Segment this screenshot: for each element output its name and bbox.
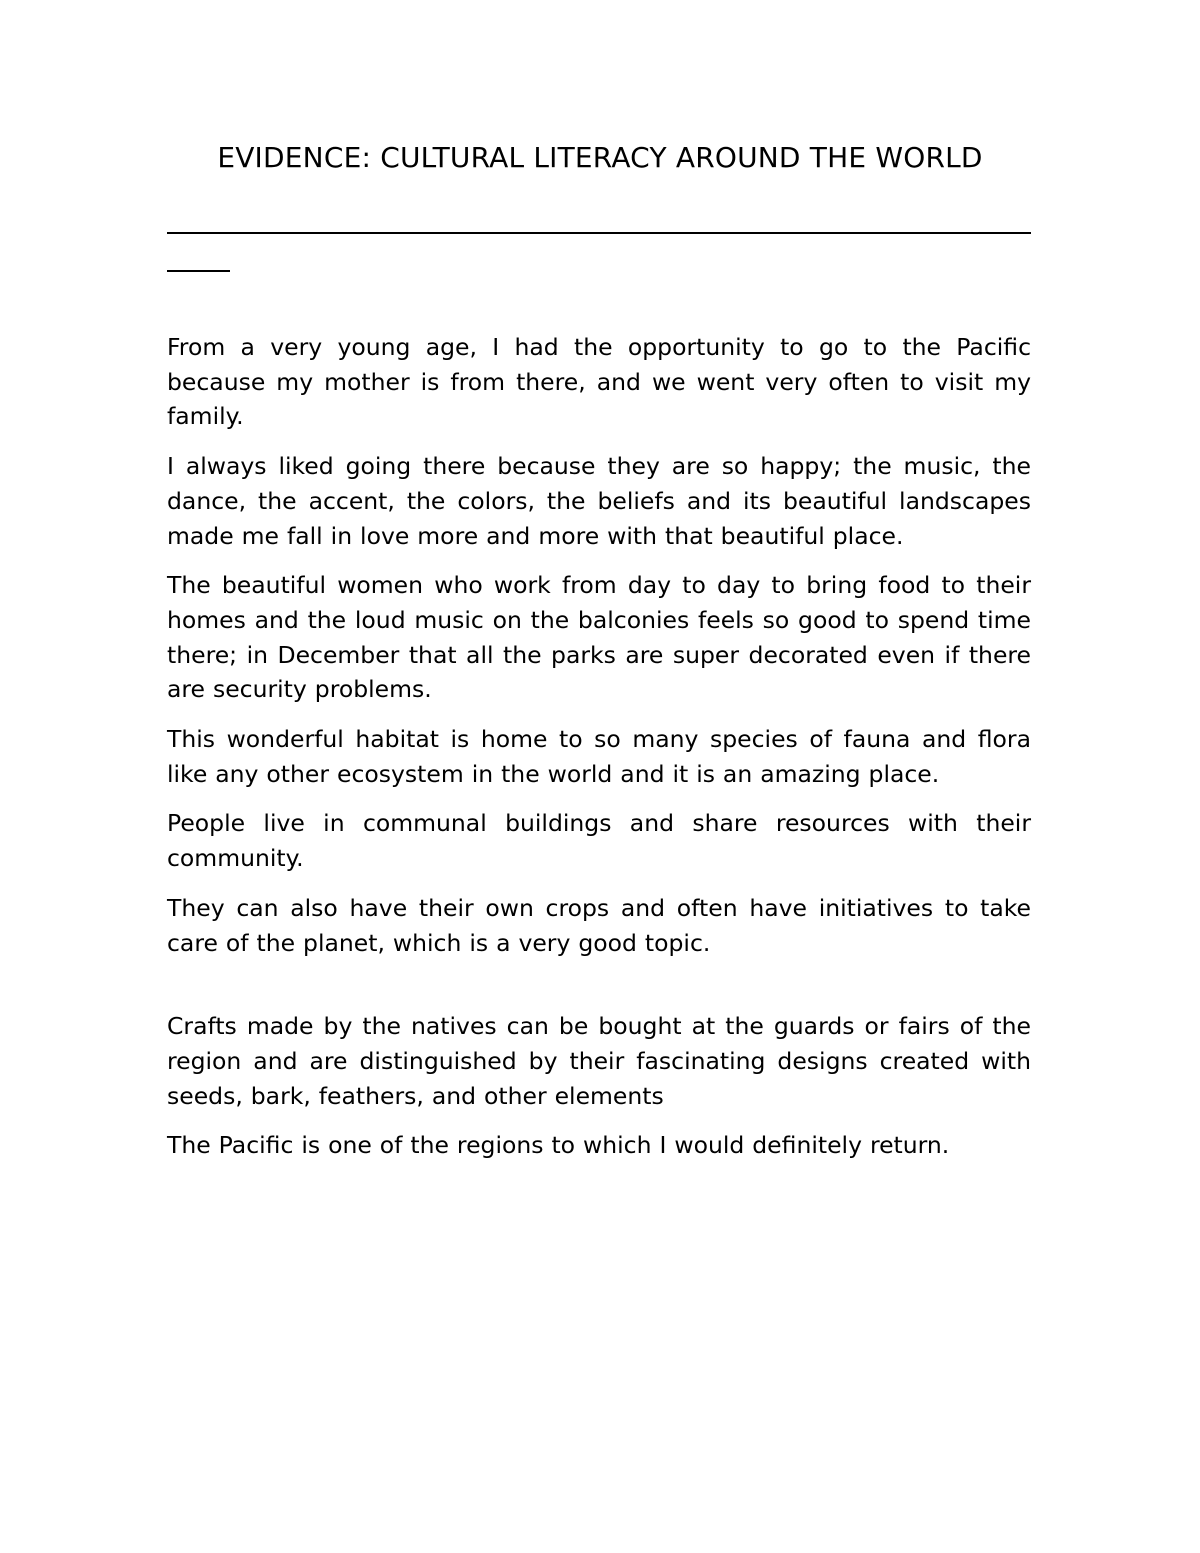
paragraph-childhood-visits: From a very young age, I had the opportunity to go to the Pacific because my mother is from there, and we went very often to visit my family.: [167, 333, 1031, 431]
paragraph-crafts: Crafts made by the natives can be bought at the guards or fairs of the region and are distinguished by their fascinating designs created with seeds, bark, feathers, and other elements: [167, 1012, 1031, 1110]
paragraph-women-music: The beautiful women who work from day to day to bring food to their homes and the loud music on the balconies feels so good to spend time there; in December that all the parks are super decorated even if there are security problems.: [167, 571, 1031, 704]
title-underline-continuation: [167, 270, 230, 272]
paragraph-return: The Pacific is one of the regions to which I would definitely return.: [167, 1131, 950, 1160]
paragraph-crops: They can also have their own crops and often have initiatives to take care of the planet, which is a very good topic.: [167, 893, 1031, 957]
paragraph-habitat: This wonderful habitat is home to so many species of fauna and flora like any other ecosystem in the world and it is an amazing place.: [167, 725, 1031, 788]
paragraph-communal-living: People live in communal buildings and share resources with their community.: [167, 809, 1031, 873]
document-body: [167, 330, 1031, 1178]
title-underline: [167, 232, 1031, 234]
paragraph-liked-going: I always liked going there because they are so happy; the music, the dance, the accent, the colors, the beliefs and its beautiful landscapes made me fall in love more and more with that beautiful place.: [167, 452, 1031, 550]
document-title: EVIDENCE: CULTURAL LITERACY AROUND THE WORLD: [217, 141, 983, 174]
